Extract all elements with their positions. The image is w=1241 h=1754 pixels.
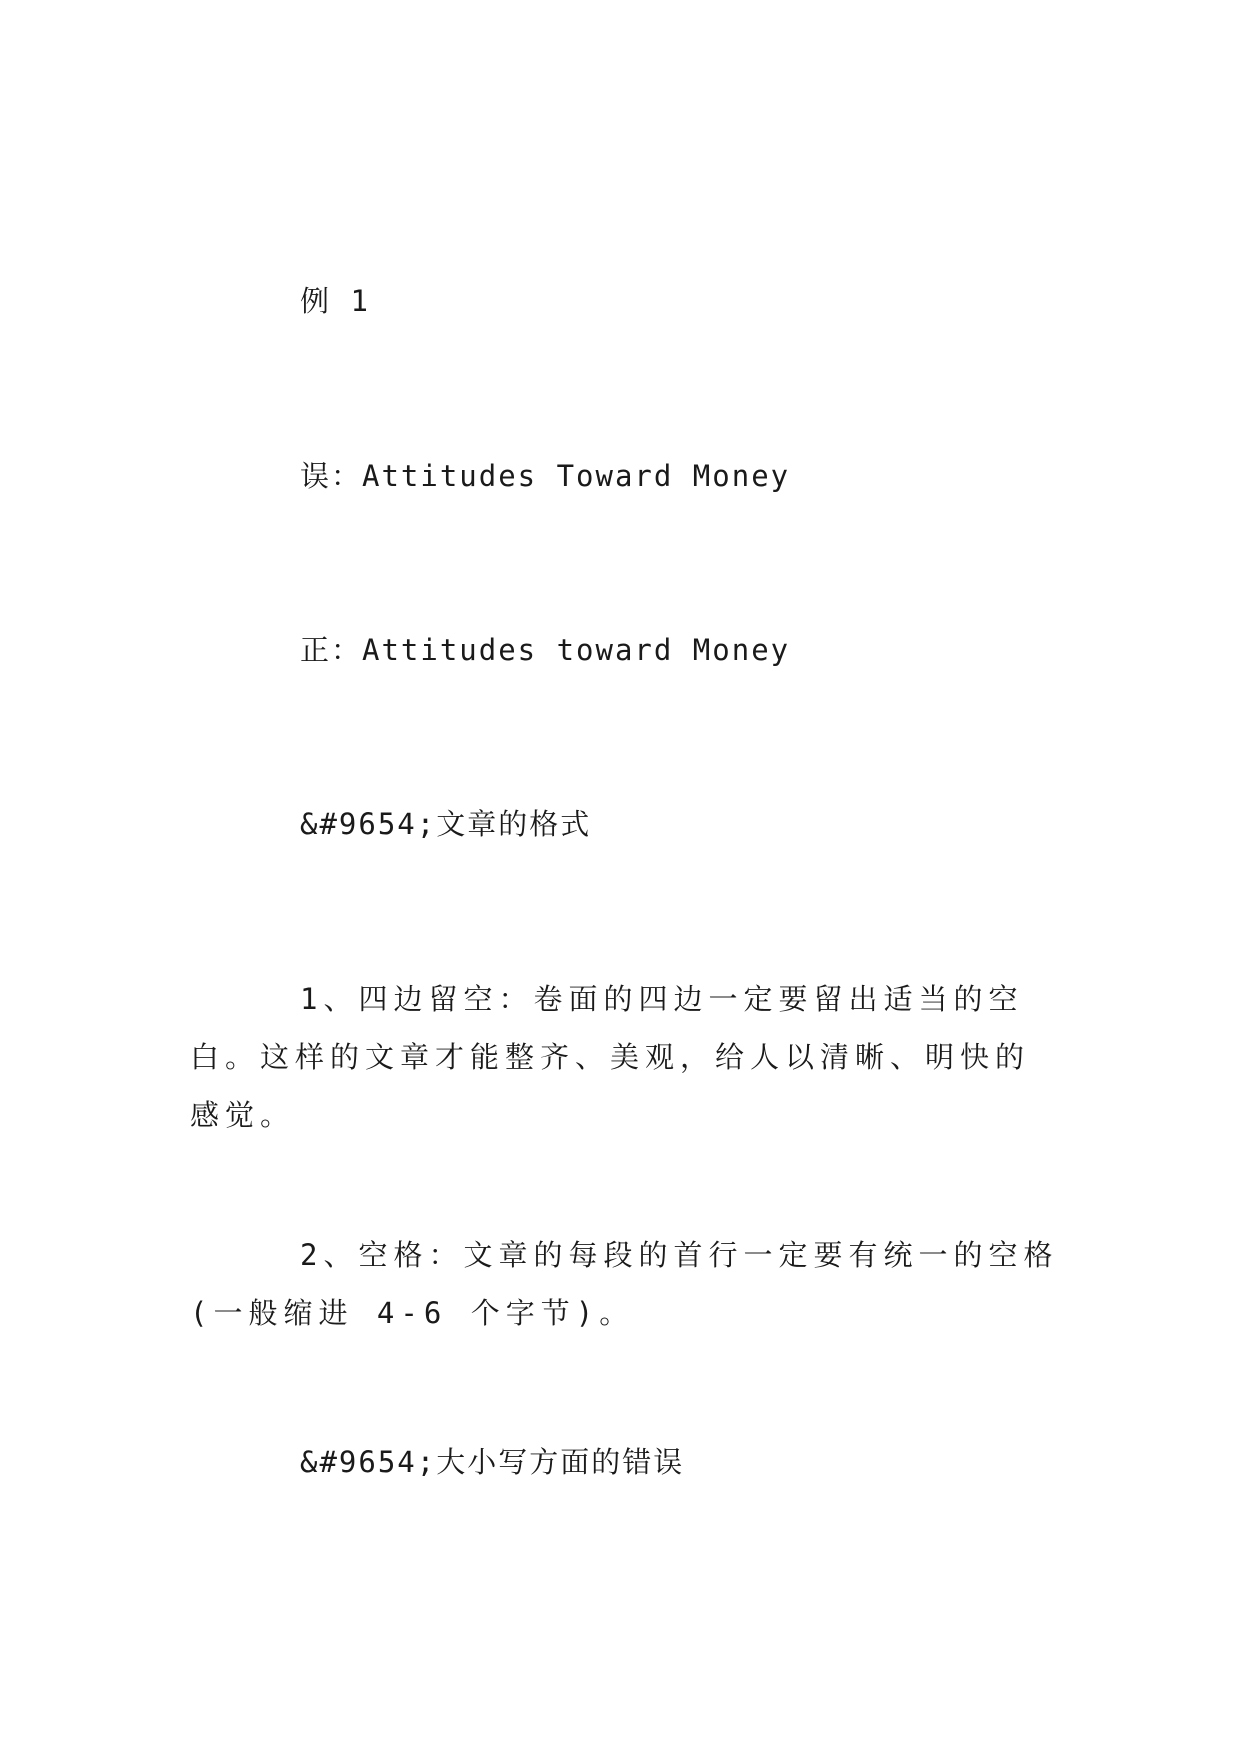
paragraph-margins: 1、四边留空：卷面的四边一定要留出适当的空白。这样的文章才能整齐、美观，给人以清晰、明快的感觉。 [190,982,1031,1132]
wrong-example-line: 误：Attitudes Toward Money [300,459,791,493]
paragraph-indent: 2、空格：文章的每段的首行一定要有统一的空格(一般缩进 4-6 个字节)。 [190,1238,1059,1330]
correct-example-line: 正：Attitudes toward Money [300,633,791,667]
section-heading-format: &#9654;文章的格式 [300,807,592,841]
example-label: 例 1 [300,284,370,318]
section-heading-capitalization: &#9654;大小写方面的错误 [300,1445,685,1479]
